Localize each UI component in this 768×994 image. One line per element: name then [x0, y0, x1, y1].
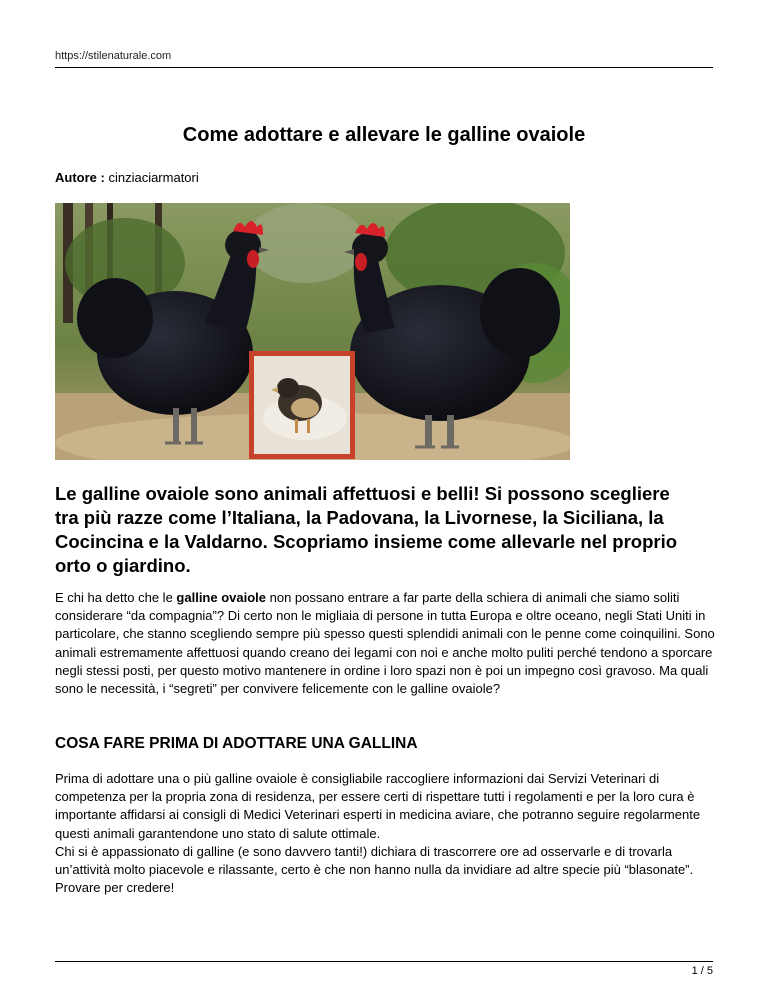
article-lead: Le galline ovaiole sono animali affettuosi e belli! Si possono scegliere tra più razze come l’Italiana, la Padovana, la Livornese, la Siciliana, la Cocincina e la Valdarno. Scopriamo insieme come allevarle nel proprio orto o giardino.	[55, 483, 678, 576]
paragraph-enthusiasts: Chi si è appassionato di galline (e sono davvero tanti!) dichiara di trascorrere ore ad osservarle e di trovarla un’attività molto piacevole e rilassante, certo è che non hanno nulla da invidiare ad altre specie più “blasonate”. Provare per credere!	[55, 843, 694, 896]
header-rule	[55, 67, 713, 68]
hens-illustration	[55, 203, 570, 460]
section-heading: COSA FARE PRIMA DI ADOTTARE UNA GALLINA	[55, 735, 418, 752]
paragraph-intro-rest: non possano entrare a far parte della schiera di animali che siamo soliti considerare “da compagnia”? Di certo non le migliaia di persone in tutta Europa e oltre oceano, negli Stati Uniti in particolare, che stanno scegliendo sempre più spesso questi splendidi animali con le penne come coinquilini. Sono animali estremamente affettuosi quando creano dei legami con noi e anche molto puliti perché tendono a sporcare negli stessi posti, per questo motivo mantenere in ordine i loro spazi non è poi un impegno così gravoso. Ma quali sono le necessità, i “segreti” per convivere felicemente con le galline ovaiole?	[55, 590, 715, 697]
paragraph-intro	[55, 589, 715, 698]
article-photo	[55, 203, 570, 460]
author-line	[55, 170, 199, 185]
paragraph-before-adoption: Prima di adottare una o più galline ovaiole è consigliabile raccogliere informazioni dai Servizi Veterinari di competenza per la propria zona di residenza, per essere certi di rispettare tutti i regolamenti e per la loro cura è importante affidarsi ai consigli di Medici Veterinari esperti in medicina aviare, che potranno seguire regolarmente questi animali garantendone uno stato di salute ottimale.	[55, 771, 701, 841]
page-number: 1 / 5	[691, 965, 713, 977]
footer-rule	[55, 961, 713, 962]
header-url[interactable]: https://stilenaturale.com	[55, 50, 172, 62]
article-title: Come adottare e allevare le galline ovaiole	[182, 124, 586, 146]
paragraph-intro-start: E chi ha detto che le	[55, 590, 177, 605]
chick-inset	[249, 351, 355, 459]
keyword-galline-ovaiole: galline ovaiole	[176, 590, 267, 605]
author-name: cinziaciarmatori	[104, 170, 199, 185]
section-body	[55, 770, 715, 897]
author-label: Autore :	[55, 170, 105, 185]
